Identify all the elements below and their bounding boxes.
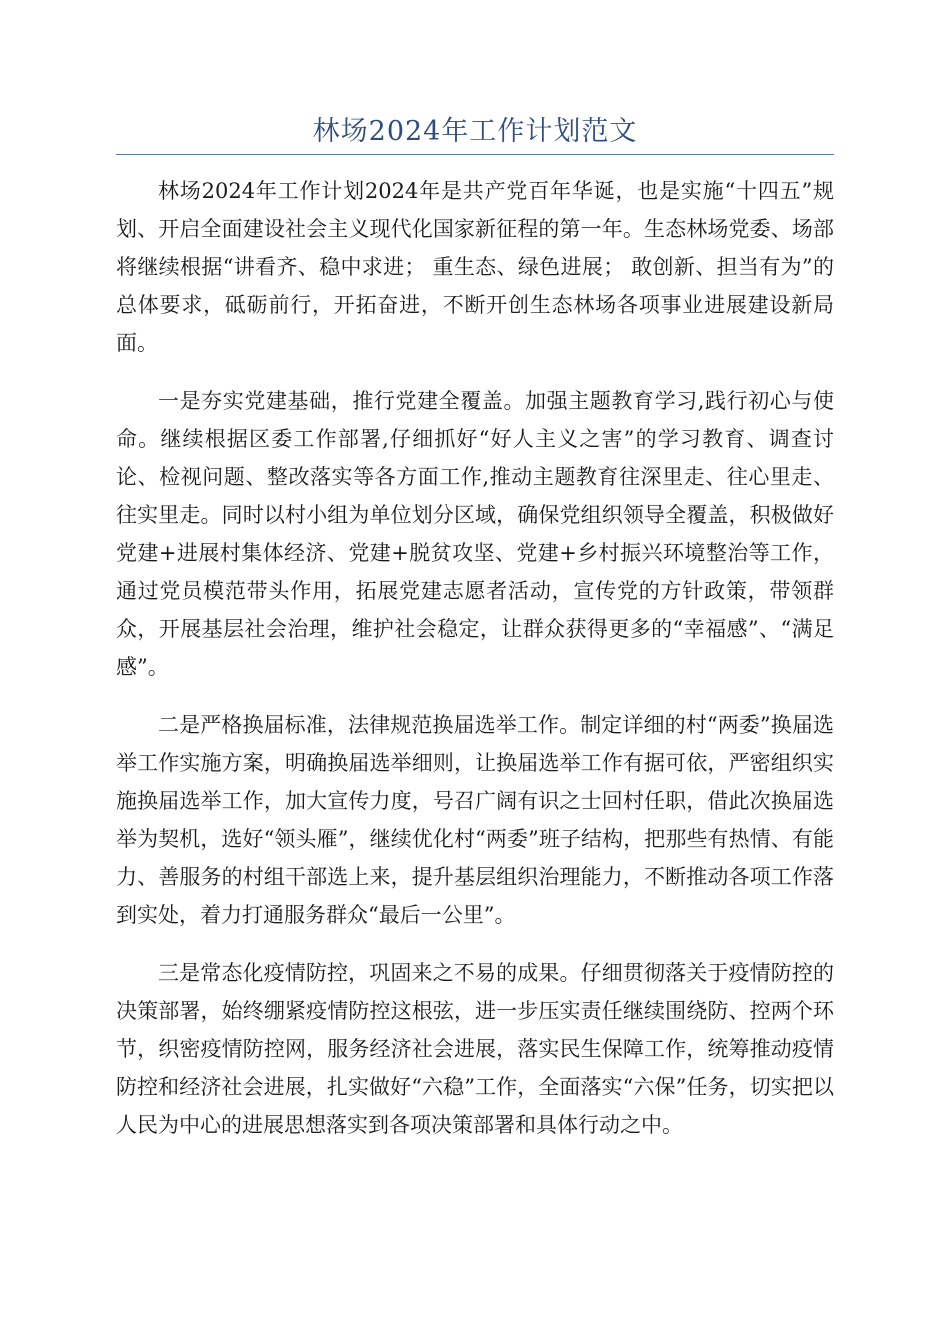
document-body: [116, 172, 834, 1164]
paragraph-epidemic-control: 三是常态化疫情防控，巩固来之不易的成果。仔细贯彻落关于疫情防控的决策部署，始终绷紧疫情防控这根弦，进一步压实责任继续围绕防、控两个环节，织密疫情防控网，服务经济社会进展，落实民生保障工作，统筹推动疫情防控和经济社会进展，扎实做好“六稳”工作，全面落实“六保”任务，切实把以人民为中心的进展思想落实到各项决策部署和具体行动之中。: [116, 961, 834, 1137]
title-underline: [116, 154, 834, 155]
paragraph-party-building: 一是夯实党建基础，推行党建全覆盖。加强主题教育学习,践行初心与使命。继续根据区委工作部署,仔细抓好“好人主义之害”的学习教育、调查讨论、检视问题、整改落实等各方面工作,推动主题教育往深里走、往心里走、往实里走。同时以村小组为单位划分区域，确保党组织领导全覆盖，积极做好党建+进展村集体经济、党建+脱贫攻坚、党建+乡村振兴环境整治等工作，通过党员模范带头作用，拓展党建志愿者活动，宣传党的方针政策，带领群众，开展基层社会治理，维护社会稳定，让群众获得更多的“幸福感”、“满足感”。: [116, 389, 834, 679]
paragraph-intro: 林场2024年工作计划2024年是共产党百年华诞，也是实施“十四五”规划、开启全面建设社会主义现代化国家新征程的第一年。生态林场党委、场部将继续根据“讲看齐、稳中求进； 重生态、绿色进展； 敢创新、担当有为”的总体要求，砥砺前行，开拓奋进，不断开创生态林场各项事业进展建设新局面。: [116, 179, 834, 355]
paragraph-election: 二是严格换届标准，法律规范换届选举工作。制定详细的村“两委”换届选举工作实施方案，明确换届选举细则，让换届选举工作有据可依，严密组织实施换届选举工作，加大宣传力度，号召广阔有识之士回村任职，借此次换届选举为契机，选好“领头雁”，继续优化村“两委”班子结构，把那些有热情、有能力、善服务的村组干部选上来，提升基层组织治理能力，不断推动各项工作落到实处，着力打通服务群众“最后一公里”。: [116, 713, 834, 927]
document-title: 林场2024年工作计划范文: [312, 116, 638, 147]
